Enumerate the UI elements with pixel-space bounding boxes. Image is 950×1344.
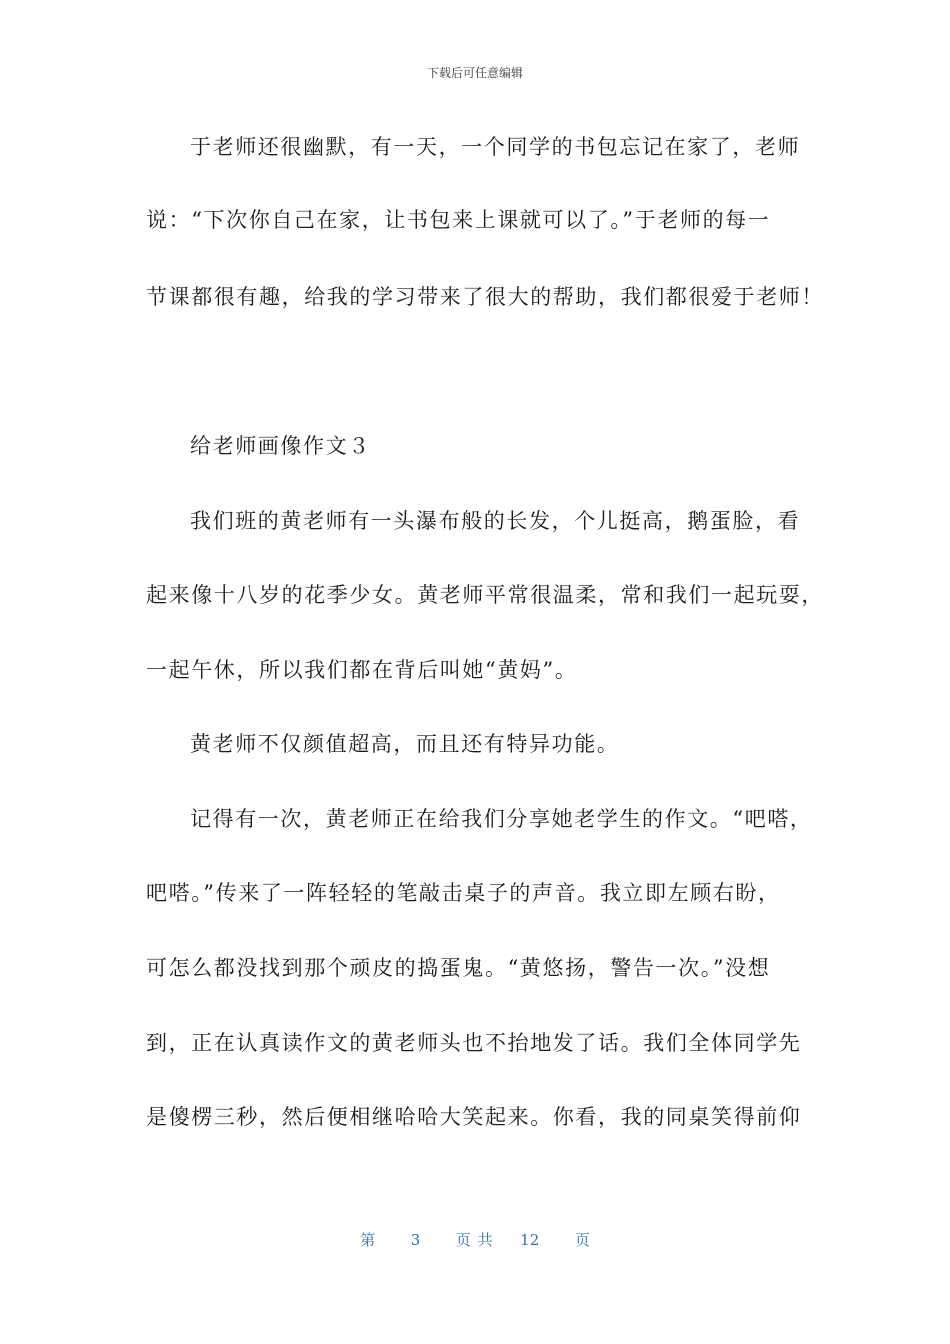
- page-header: 下载后可任意编辑: [426, 66, 523, 80]
- paragraph-line: 一起午休，所以我们都在背后叫她“黄妈”。: [146, 658, 578, 682]
- footer-prefix: 第: [360, 1231, 376, 1249]
- paragraph-line: 于老师还很幽默，有一天，一个同学的书包忘记在家了，老师: [190, 135, 801, 159]
- page-footer: [0, 1229, 950, 1250]
- footer-total-pages: 12: [520, 1231, 540, 1249]
- paragraph-line: 起来像十八岁的花季少女。黄老师平常很温柔，常和我们一起玩耍，: [146, 583, 824, 607]
- footer-middle: 页 共: [455, 1231, 493, 1249]
- footer-suffix: 页: [574, 1231, 590, 1249]
- footer-page-number: 3: [410, 1231, 421, 1249]
- paragraph-line: 是傻楞三秒，然后便相继哈哈大笑起来。你看，我的同桌笑得前仰: [146, 1105, 802, 1129]
- paragraph-line: 黄老师不仅颜值超高，而且还有特异功能。: [190, 732, 620, 756]
- paragraph-line: 说：“下次你自己在家，让书包来上课就可以了。”于老师的每一: [146, 208, 771, 232]
- paragraph-line: 我们班的黄老师有一头瀑布般的长发，个儿挺高，鹅蛋脸，看: [190, 509, 801, 533]
- paragraph-line: 到，正在认真读作文的黄老师头也不抬地发了话。我们全体同学先: [146, 1031, 802, 1055]
- paragraph-line: 吧嗒。”传来了一阵轻轻的笔敲击桌子的声音。我立即左顾右盼，: [146, 881, 781, 905]
- paragraph-line: 记得有一次，黄老师正在给我们分享她老学生的作文。“吧嗒，: [190, 807, 813, 831]
- paragraph-line: 节课都很有趣，给我的学习带来了很大的帮助，我们都很爱于老师！: [146, 285, 824, 309]
- paragraph-line: 可怎么都没找到那个顽皮的捣蛋鬼。“黄悠扬，警告一次。”没想: [146, 956, 771, 980]
- section-heading: 给老师画像作文３: [190, 434, 371, 458]
